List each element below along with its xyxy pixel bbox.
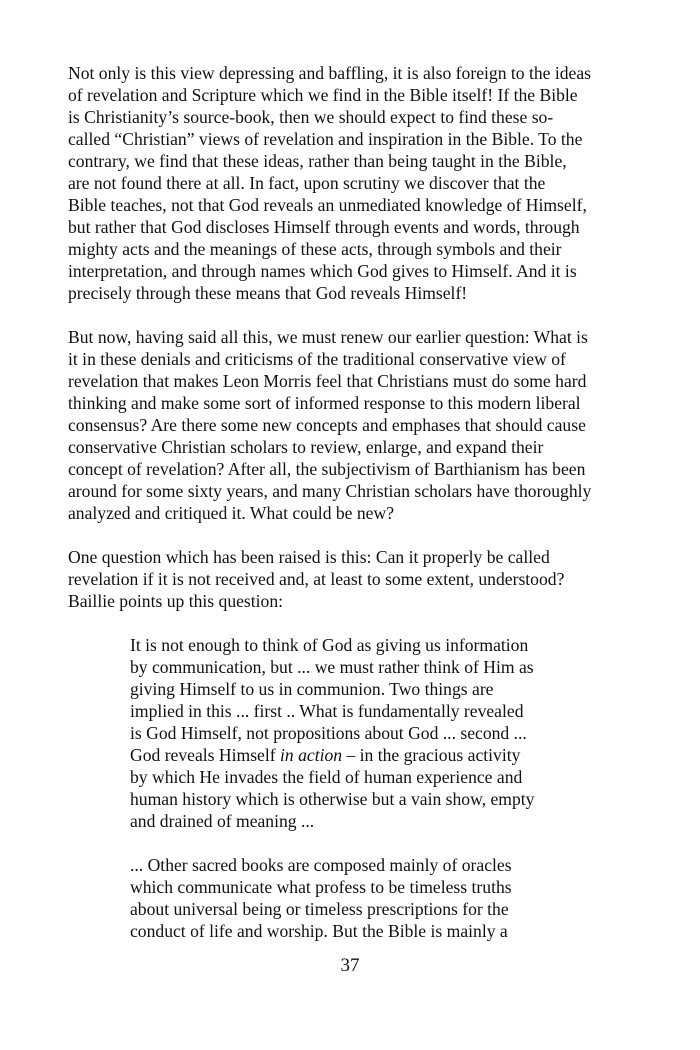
quote-line: implied in this ... first .. What is fundamentally revealed <box>130 701 524 721</box>
quote-line: about universal being or timeless prescriptions for the <box>130 899 509 919</box>
block-quote-2 <box>130 854 638 942</box>
paragraph-2 <box>68 326 638 524</box>
text-line: consensus? Are there some new concepts and emphases that should cause <box>68 415 586 435</box>
text-line: concept of revelation? After all, the subjectivism of Barthianism has been <box>68 459 586 479</box>
text-line: it in these denials and criticisms of the traditional conservative view of <box>68 349 566 369</box>
text-line: One question which has been raised is this: Can it properly be called <box>68 547 550 567</box>
text-line: contrary, we find that these ideas, rather than being taught in the Bible, <box>68 151 567 171</box>
text-line: mighty acts and the meanings of these acts, through symbols and their <box>68 239 562 259</box>
paragraph-3 <box>68 546 638 612</box>
quote-text: God reveals Himself <box>130 745 280 765</box>
text-line: is Christianity’s source-book, then we should expect to find these so- <box>68 107 554 127</box>
quote-line: by which He invades the field of human experience and <box>130 767 523 787</box>
quote-line <box>130 744 638 766</box>
body-text <box>68 62 638 964</box>
text-line: thinking and make some sort of informed response to this modern liberal <box>68 393 581 413</box>
block-quote-1 <box>130 634 638 832</box>
text-line: revelation if it is not received and, at least to some extent, understood? <box>68 569 565 589</box>
text-line: But now, having said all this, we must renew our earlier question: What is <box>68 327 588 347</box>
text-line: revelation that makes Leon Morris feel that Christians must do some hard <box>68 371 587 391</box>
quote-line: giving Himself to us in communion. Two things are <box>130 679 494 699</box>
italic-phrase: in action <box>280 745 343 765</box>
text-line: are not found there at all. In fact, upon scrutiny we discover that the <box>68 173 546 193</box>
quote-line: human history which is otherwise but a vain show, empty <box>130 789 535 809</box>
quote-line: by communication, but ... we must rather think of Him as <box>130 657 534 677</box>
text-line: Not only is this view depressing and baffling, it is also foreign to the ideas <box>68 63 592 83</box>
text-line: Bible teaches, not that God reveals an unmediated knowledge of Himself, <box>68 195 587 215</box>
text-line: but rather that God discloses Himself through events and words, through <box>68 217 580 237</box>
text-line: interpretation, and through names which God gives to Himself. And it is <box>68 261 577 281</box>
quote-line: conduct of life and worship. But the Bible is mainly a <box>130 921 508 941</box>
text-line: precisely through these means that God reveals Himself! <box>68 283 468 303</box>
text-line: Baillie points up this question: <box>68 591 284 611</box>
quote-line: which communicate what profess to be timeless truths <box>130 877 512 897</box>
page-number: 37 <box>340 955 360 976</box>
quote-line: and drained of meaning ... <box>130 811 315 831</box>
text-line: called “Christian” views of revelation and inspiration in the Bible. To the <box>68 129 583 149</box>
paragraph-1 <box>68 62 638 304</box>
quote-line: ... Other sacred books are composed mainly of oracles <box>130 855 512 875</box>
text-line: conservative Christian scholars to review, enlarge, and expand their <box>68 437 544 457</box>
text-line: around for some sixty years, and many Christian scholars have thoroughly <box>68 481 592 501</box>
quote-line: is God Himself, not propositions about God ... second ... <box>130 723 527 743</box>
text-line: analyzed and critiqued it. What could be new? <box>68 503 395 523</box>
text-line: of revelation and Scripture which we find in the Bible itself! If the Bible <box>68 85 578 105</box>
quote-text: – in the gracious activity <box>342 745 521 765</box>
quote-line: It is not enough to think of God as giving us information <box>130 635 529 655</box>
